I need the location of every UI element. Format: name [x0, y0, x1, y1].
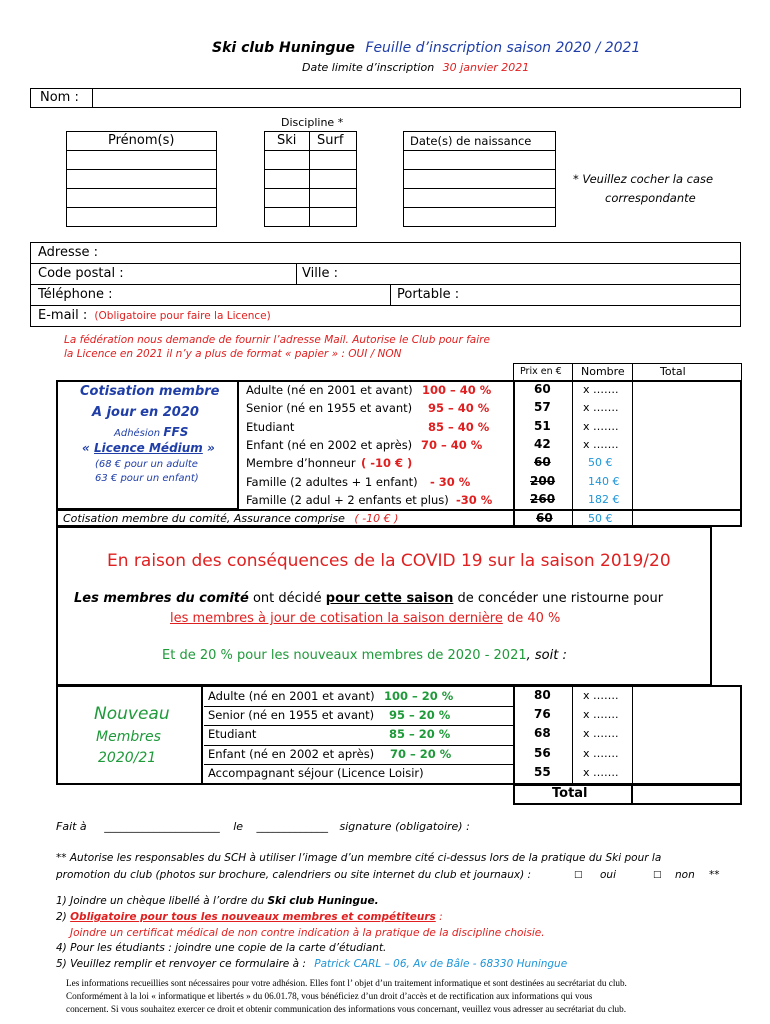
consent-line-1: ** Autorise les responsables du SCH à utiliser l’image d’un membre cité ci-dessus lors de la pratique du Ski pour la — [56, 852, 662, 864]
adhesion-line — [114, 425, 188, 439]
instruction-4: 4) Pour les étudiants : joindre une copie de la carte d’étudiant. — [56, 942, 387, 954]
fait-a-field[interactable]: _____________________ — [104, 820, 220, 833]
nombre-header: Nombre — [581, 365, 625, 378]
comite-new-price: 50 € — [588, 512, 613, 525]
club-name: Ski club Huningue — [212, 40, 355, 56]
row-price: 55 — [534, 764, 551, 779]
covid-title: En raison des conséquences de la COVID 19 sur la saison 2019/20 — [107, 551, 671, 571]
row-price: 80 — [534, 688, 551, 702]
row-quantity-field[interactable]: x ……. — [583, 727, 619, 741]
covid-p3-b: , soit : — [526, 648, 567, 663]
prenom-field-1[interactable] — [66, 150, 217, 170]
row-total-field[interactable] — [634, 725, 740, 744]
email-note: (Obligatoire pour faire la Licence) — [94, 310, 271, 322]
deadline — [302, 61, 529, 74]
row-price: 60 — [534, 382, 551, 396]
row-price: 68 — [534, 726, 551, 741]
ski-header: Ski — [277, 133, 297, 148]
row-price: 42 — [534, 436, 551, 451]
instruction-1 — [56, 895, 379, 907]
row-quantity-field[interactable]: x ……. — [583, 689, 619, 702]
divider — [204, 725, 513, 726]
row-quantity-field[interactable]: x ……. — [583, 708, 619, 722]
divider — [30, 305, 741, 306]
birth-field-1[interactable] — [403, 150, 556, 170]
instruction-2-sub: Joindre un certificat médical de non contre indication à la pratique de la discipline choisie. — [70, 927, 545, 939]
ville-label: Ville : — [302, 266, 338, 281]
row-label: Famille (2 adultes + 1 enfant) — [246, 474, 418, 489]
row-total-field[interactable] — [634, 764, 740, 783]
surf-checkbox-1[interactable] — [309, 150, 357, 170]
total-header-cell — [632, 363, 742, 381]
row-total-field[interactable] — [634, 745, 740, 764]
deadline-label: Date limite d’inscription — [302, 61, 435, 74]
birth-header: Date(s) de naissance — [410, 134, 532, 148]
row-total-field[interactable] — [634, 418, 740, 436]
row-label: Adulte (né en 2001 et avant) — [208, 689, 375, 703]
row-price: 51 — [534, 418, 551, 433]
row-price: 60 — [534, 455, 551, 470]
row-price: 56 — [534, 745, 551, 760]
row-price: 57 — [534, 400, 551, 415]
footer-line-1: Les informations recueillies sont nécessaires pour votre adhésion. Elles font l’ objet d’un traitement informatique et sont destinées au secrétariat du club. — [66, 978, 627, 988]
signature-label: signature (obligatoire) : — [339, 820, 470, 833]
divider — [390, 284, 391, 305]
divider — [201, 685, 203, 785]
surf-checkbox-2[interactable] — [309, 169, 357, 189]
instruction-2-colon: : — [435, 911, 443, 923]
nouveau-line-2: Membres — [96, 729, 161, 745]
divider — [92, 88, 93, 108]
row-label: Membre d’honneur — [246, 456, 356, 471]
prix-header: Prix en € — [520, 366, 562, 377]
row-label: Enfant (né en 2002 et après) — [246, 437, 413, 452]
discipline-note-2: correspondante — [605, 191, 696, 205]
instruction-1-club: Ski club Huningue. — [267, 895, 379, 907]
portable-label: Portable : — [397, 287, 460, 302]
code-postal-label: Code postal : — [38, 266, 124, 281]
row-label: Enfant (né en 2002 et après) — [208, 746, 375, 761]
row-total-field[interactable] — [634, 473, 740, 491]
federation-note-1: La fédération nous demande de fournir l’adresse Mail. Autorise le Club pour faire — [64, 334, 490, 346]
surf-checkbox-3[interactable] — [309, 188, 357, 208]
nom-label: Nom : — [40, 90, 79, 105]
fait-a-label: Fait à — [56, 820, 87, 833]
row-price: 200 — [530, 473, 556, 488]
divider — [632, 380, 633, 527]
divider — [204, 706, 513, 707]
row-quantity-field[interactable]: x ……. — [583, 765, 619, 779]
covid-p3-a: Et de 20 % pour les nouveaux membres de 2020 - 2021 — [162, 648, 527, 663]
row-total-field[interactable] — [634, 491, 740, 509]
ski-checkbox-2[interactable] — [264, 169, 310, 189]
row-total-field[interactable] — [634, 436, 740, 454]
divider — [30, 263, 741, 264]
divider — [204, 764, 513, 765]
covid-paragraph-3 — [162, 648, 567, 663]
le-label: le — [233, 820, 244, 833]
divider — [30, 284, 741, 285]
consent-line-2-text: promotion du club (photos sur brochure, calendriers ou site internet du club et journaux) : — [56, 869, 532, 881]
covid-p2-a: les membres à jour de cotisation la saison dernière — [170, 611, 503, 626]
prenom-field-2[interactable] — [66, 169, 217, 189]
row-total-field[interactable] — [634, 399, 740, 417]
row-discount: -30 % — [456, 492, 493, 507]
email-label — [38, 308, 271, 323]
row-total-field[interactable] — [634, 687, 740, 706]
nouveau-line-1: Nouveau — [94, 704, 170, 724]
covid-paragraph-2 — [170, 611, 560, 626]
covid-p2-b: de 40 % — [502, 611, 561, 626]
form-title: Feuille d’inscription saison 2020 / 2021 — [365, 40, 641, 56]
row-discount: 100 – 40 % — [422, 383, 492, 397]
total-label: Total — [552, 786, 588, 801]
consent-oui-checkbox[interactable]: □ — [574, 870, 583, 880]
row-discount: 95 – 40 % — [428, 401, 490, 416]
instruction-2-num: 2) — [56, 911, 71, 923]
row-discount: 85 – 20 % — [389, 727, 451, 742]
comite-price: 60 — [536, 511, 553, 525]
row-price: 76 — [534, 707, 551, 722]
divider — [513, 380, 515, 527]
nom-field[interactable] — [30, 88, 741, 108]
divider — [632, 685, 633, 785]
adresse-label: Adresse : — [38, 245, 99, 260]
email-label-text: E-mail : — [38, 308, 88, 323]
ski-checkbox-3[interactable] — [264, 188, 310, 208]
consent-stars: ** — [709, 869, 720, 881]
adhesion-ffs: FFS — [163, 425, 189, 439]
instruction-5 — [56, 958, 567, 970]
discipline-label: Discipline * — [281, 116, 344, 129]
consent-non-checkbox[interactable]: □ — [653, 870, 662, 880]
row-total-field[interactable] — [634, 381, 740, 399]
footer-line-3: concernent. Si vous souhaitez exercer ce droit et obtenir communication des informations vous concernant, veuillez vous adresser au secrétariat du club. — [66, 1004, 626, 1014]
birth-field-3[interactable] — [403, 188, 556, 208]
row-quantity-field[interactable]: x ……. — [583, 419, 619, 433]
row-label: Famille (2 adul + 2 enfants et plus) — [246, 492, 449, 507]
licence-price-child: 63 € pour un enfant) — [95, 473, 199, 484]
instruction-5-text: 5) Veuillez remplir et renvoyer ce formulaire à : — [56, 958, 306, 970]
divider — [296, 263, 297, 284]
total-field[interactable] — [631, 784, 742, 805]
row-quantity-field[interactable]: x ……. — [583, 437, 619, 451]
discipline-note-1: * Veuillez cocher la case — [573, 172, 714, 186]
instruction-2-required: Obligatoire pour tous les nouveaux membres et compétiteurs — [70, 911, 436, 923]
covid-paragraph-1 — [74, 591, 663, 606]
licence-open: « — [82, 441, 90, 455]
ski-checkbox-1[interactable] — [264, 150, 310, 170]
cotisation-title-1: Cotisation membre — [80, 384, 220, 399]
prenom-field-4[interactable] — [66, 207, 217, 227]
date-field[interactable]: _____________ — [256, 820, 329, 833]
row-quantity-field[interactable]: x ……. — [583, 401, 619, 415]
row-label: Senior (né en 1955 et avant) — [246, 401, 413, 416]
row-total-field[interactable] — [634, 454, 740, 472]
deadline-date: 30 janvier 2021 — [442, 61, 530, 74]
nouveau-line-3: 2020/21 — [98, 750, 157, 766]
row-label: Senior (né en 1955 et avant) — [208, 708, 375, 723]
row-discount: 70 – 20 % — [390, 746, 452, 761]
covid-p1-c: pour cette saison — [325, 591, 454, 606]
row-quantity-field[interactable]: x ……. — [583, 746, 619, 760]
covid-p1-a: Les membres du comité — [74, 591, 249, 606]
federation-note-2: la Licence en 2021 il n’y a plus de format « papier » : OUI / NON — [64, 348, 402, 360]
row-discount: - 30 % — [430, 474, 471, 489]
signature-line — [56, 820, 470, 833]
cotisation-title-2: A jour en 2020 — [92, 405, 199, 420]
instruction-1-text: 1) Joindre un chèque libellé à l’ordre du — [56, 895, 268, 907]
divider — [513, 685, 515, 785]
form-header — [212, 40, 640, 56]
comite-row — [63, 512, 398, 525]
licence-close: » — [207, 441, 215, 455]
total-header: Total — [660, 365, 686, 378]
prenom-header: Prénom(s) — [108, 133, 175, 148]
comite-discount: ( -10 € ) — [354, 512, 399, 525]
telephone-label: Téléphone : — [38, 287, 113, 302]
consent-line-2 — [56, 869, 531, 881]
row-label: Etudiant — [208, 727, 257, 742]
surf-checkbox-4[interactable] — [309, 207, 357, 227]
divider — [204, 745, 513, 746]
row-discount: 85 – 40 % — [428, 419, 490, 434]
consent-oui-label: oui — [600, 869, 616, 881]
prenom-field-3[interactable] — [66, 188, 217, 208]
ski-checkbox-4[interactable] — [264, 207, 310, 227]
comite-label: Cotisation membre du comité, Assurance comprise — [63, 512, 345, 525]
birth-field-4[interactable] — [403, 207, 556, 227]
row-label: Accompagnant séjour (Licence Loisir) — [208, 765, 424, 780]
licence-line — [82, 441, 215, 455]
row-new-price: 50 € — [588, 456, 613, 470]
footer-line-2: Conformément à la loi « informatique et libertés » du 06.01.78, vous bénéficiez d’un droit d’accès et de rectification aux informations qui vous — [66, 991, 593, 1001]
instruction-5-address: Patrick CARL – 06, Av de Bâle - 68330 Huningue — [314, 958, 568, 970]
divider — [572, 685, 573, 785]
consent-non-label: non — [675, 869, 695, 881]
divider — [572, 380, 573, 527]
divider — [56, 509, 742, 511]
row-discount: 100 – 20 % — [384, 689, 454, 703]
row-price: 260 — [530, 491, 556, 506]
row-discount: 95 – 20 % — [389, 708, 451, 723]
row-new-price: 140 € — [588, 474, 620, 488]
adhesion-label: Adhésion — [114, 428, 161, 439]
row-label: Adulte (né en 2001 et avant) — [246, 383, 413, 397]
surf-header: Surf — [317, 133, 344, 148]
licence-price-adult: (68 € pour un adulte — [95, 459, 198, 470]
covid-p1-d: de concéder une ristourne pour — [453, 591, 664, 606]
instruction-2 — [56, 911, 443, 923]
row-new-price: 182 € — [588, 492, 620, 506]
row-discount: 70 – 40 % — [421, 437, 483, 452]
birth-field-2[interactable] — [403, 169, 556, 189]
covid-p1-b: ont décidé — [248, 591, 326, 606]
licence-name: Licence Médium — [94, 441, 203, 455]
row-quantity-field[interactable]: x ……. — [583, 383, 619, 396]
row-discount: ( -10 € ) — [361, 456, 413, 471]
row-total-field[interactable] — [634, 706, 740, 725]
row-label: Etudiant — [246, 419, 295, 434]
